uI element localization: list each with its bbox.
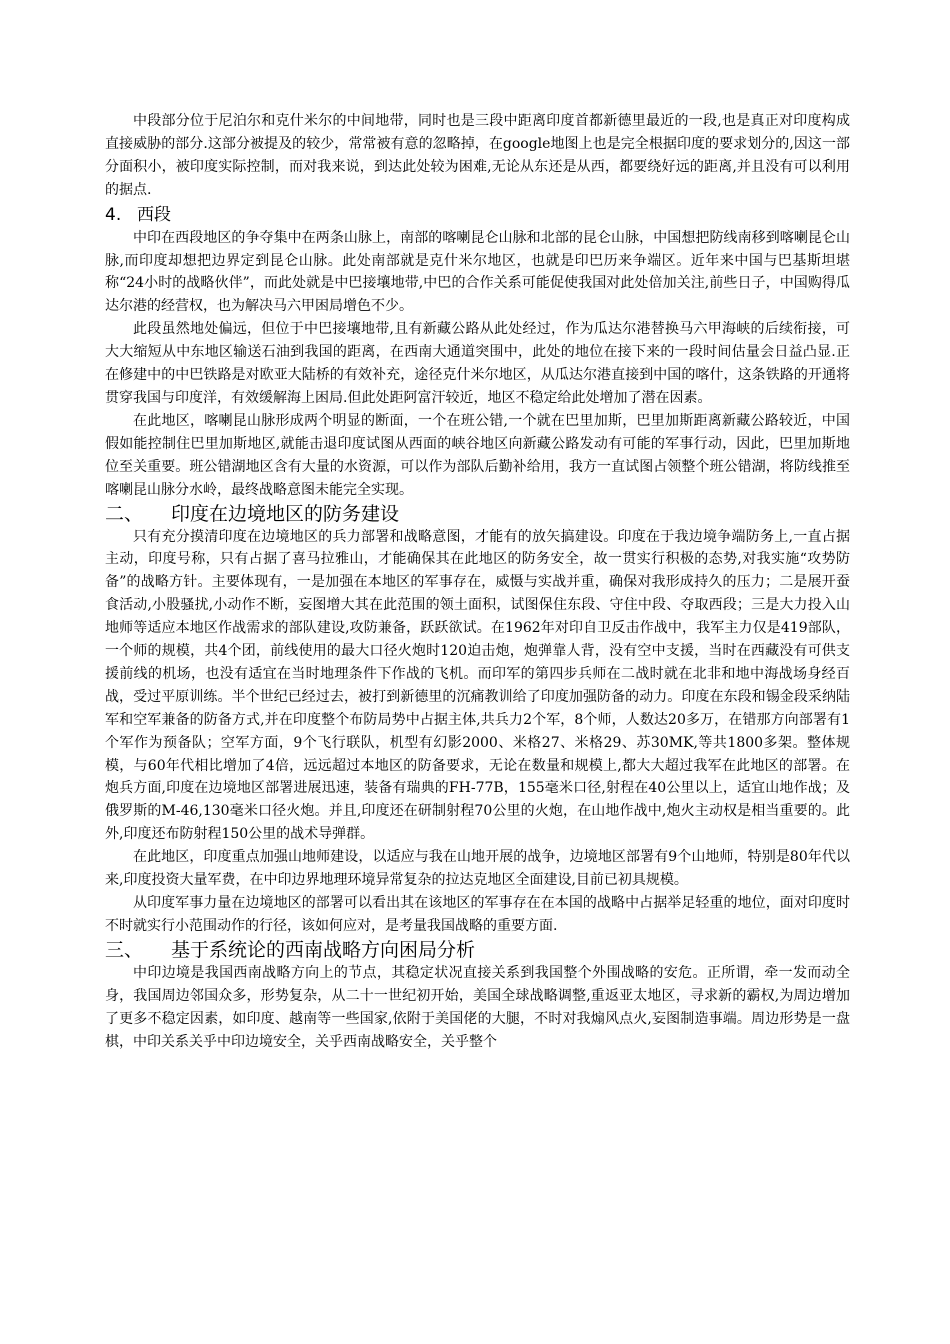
paragraph: 从印度军事力量在边境地区的部署可以看出其在该地区的军事存在在本国的战略中占据举足轻重的地位，面对印度时不时就实行小范围动作的行径，该如何应对，是考量我国战略的重要方面. bbox=[105, 895, 850, 934]
heading-west-section bbox=[105, 203, 850, 227]
paragraph: 在此地区，喀喇昆山脉形成两个明显的断面，一个在班公错,一个就在巴里加斯，巴里加斯距离新藏公路较近，中国假如能控制住巴里加斯地区,就能击退印度试图从西面的峡谷地区向新藏公路发动有可能的军事行动，因此，巴里加斯地位至关重要。班公错湖地区含有大量的水资源，可以作为部队后勤补给用，我方一直试图占领整个班公错湖，将防线推至喀喇昆山脉分水岭，最终战略意图未能完全实现。 bbox=[105, 412, 850, 498]
heading-title: 印度在边境地区的防务建设 bbox=[171, 502, 400, 525]
paragraph: 只有充分摸清印度在边境地区的兵力部署和战略意图，才能有的放矢搞建设。印度在于我边境争端防务上,一直占据主动，印度号称，只有占据了喜马拉雅山，才能确保其在此地区的防务安全，故一贯实行积极的态势,对我实施“攻势防备”的战略方针。主要体现有，一是加强在本地区的军事存在，威慑与实战并重，确保对我形成持久的压力；二是展开蚕食活动,小股骚扰,小动作不断，妄图增大其在此范围的领土面积，试图保住东段、守住中段、夺取西段；三是大力投入山地师等适应本地区作战需求的部队建设,攻防兼备，跃跃欲试。在1962年对印自卫反击作战中，我军主力仅是419部队，一个师的规模，共4个团，前线使用的最大口径火炮时120迫击炮，炮弹靠人背，没有空中支援，当时在西藏没有可供支援前线的机场，也没有适宜在当时地理条件下作战的飞机。而印军的第四步兵师在二战时就在北非和地中海战场身经百战，受过平原训练。半个世纪已经过去，被打到新德里的沉痛教训给了印度加强防备的动力。印度在东段和锡金段采纳陆军和空军兼备的防备方式,并在印度整个布防局势中占据主体,共兵力2个军，8个师，人数达20多万，在错那方向部署有1个军作为预备队；空军方面，9个飞行联队，机型有幻影2000、米格27、米格29、苏30MK,等共1800多架。整体规模，与60年代相比增加了4倍，远远超过本地区的防备要求，无论在数量和规模上,都大大超过我军在此地区的部署。在炮兵方面,印度在边境地区部署进展迅速，装备有瑞典的FH-77B，155毫米口径,射程在40公里以上，适宜山地作战；及俄罗斯的M-46,130毫米口径火炮。并且,印度还在研制射程70公里的火炮，在山地作战中,炮火主动权是相当重要的。此外,印度还布防射程150公里的战术导弹群。 bbox=[105, 528, 850, 843]
paragraph-middle-section: 中段部分位于尼泊尔和克什米尔的中间地带，同时也是三段中距离印度首都新德里最近的一段,也是真正对印度构成直接威胁的部分.这部分被提及的较少，常常被有意的忽略掉，在google地图上也是完全根据印度的要求划分的,因这一部分面积小，被印度实际控制，而对我来说，到达此处较为困难,无论从东还是从西，都要绕好远的距离,并且没有可以利用的据点. bbox=[105, 113, 850, 198]
paragraph: 此段虽然地处偏远，但位于中巴接壤地带,且有新藏公路从此处经过，作为瓜达尔港替换马六甲海峡的后续衔接，可大大缩短从中东地区输送石油到我国的距离，在西南大通道突围中，此处的地位在接下来的一段时间估量会日益凸显.正在修建中的中巴铁路是对欧亚大陆桥的有效补充，途径克什米尔地区，从瓜达尔港直接到中国的喀什，这条铁路的开通将贯穿我国与印度洋，有效缓解海上困局.但此处距阿富汗较近，地区不稳定给此处增加了潜在因素。 bbox=[105, 321, 850, 406]
document-page bbox=[105, 110, 850, 1053]
heading-number: 三、 bbox=[105, 938, 144, 961]
paragraph: 中印在西段地区的争夺集中在两条山脉上，南部的喀喇昆仑山脉和北部的昆仑山脉，中国想把防线南移到喀喇昆仑山脉,而印度却想把边界定到昆仑山脉。此处南部就是克什米尔地区，也就是印巴历来争端区。近年来中国与巴基斯坦堪称“24小时的战略伙伴”，而此处就是中巴接壤地带,中巴的合作关系可能促使我国对此处倍加关注,前些日子，中国购得瓜达尔港的经营权，也为解决马六甲困局增色不少。 bbox=[105, 229, 850, 315]
heading-number: 二、 bbox=[105, 502, 144, 525]
heading-section-3 bbox=[105, 938, 850, 962]
heading-section-2 bbox=[105, 502, 850, 526]
paragraph: 在此地区，印度重点加强山地师建设，以适应与我在山地开展的战争，边境地区部署有9个山地师，特别是80年代以来,印度投资大量军费，在中印边界地理环境异常复杂的拉达克地区全面建设,目前已初具规模。 bbox=[105, 849, 850, 889]
heading-title: 基于系统论的西南战略方向困局分析 bbox=[171, 938, 476, 961]
heading-title: 西段 bbox=[137, 204, 171, 225]
heading-number: 4. bbox=[105, 204, 122, 225]
paragraph: 中印边境是我国西南战略方向上的节点，其稳定状况直接关系到我国整个外围战略的安危。正所谓，牵一发而动全身，我国周边邻国众多，形势复杂，从二十一世纪初开始，美国全球战略调整,重返亚太地区，寻求新的霸权,为周边增加了更多不稳定因素，如印度、越南等一些国家,依附于美国佬的大腿，不时对我煽风点火,妄图制造事端。周边形势是一盘棋，中印关系关乎中印边境安全，关乎西南战略安全，关乎整个 bbox=[105, 964, 850, 1050]
